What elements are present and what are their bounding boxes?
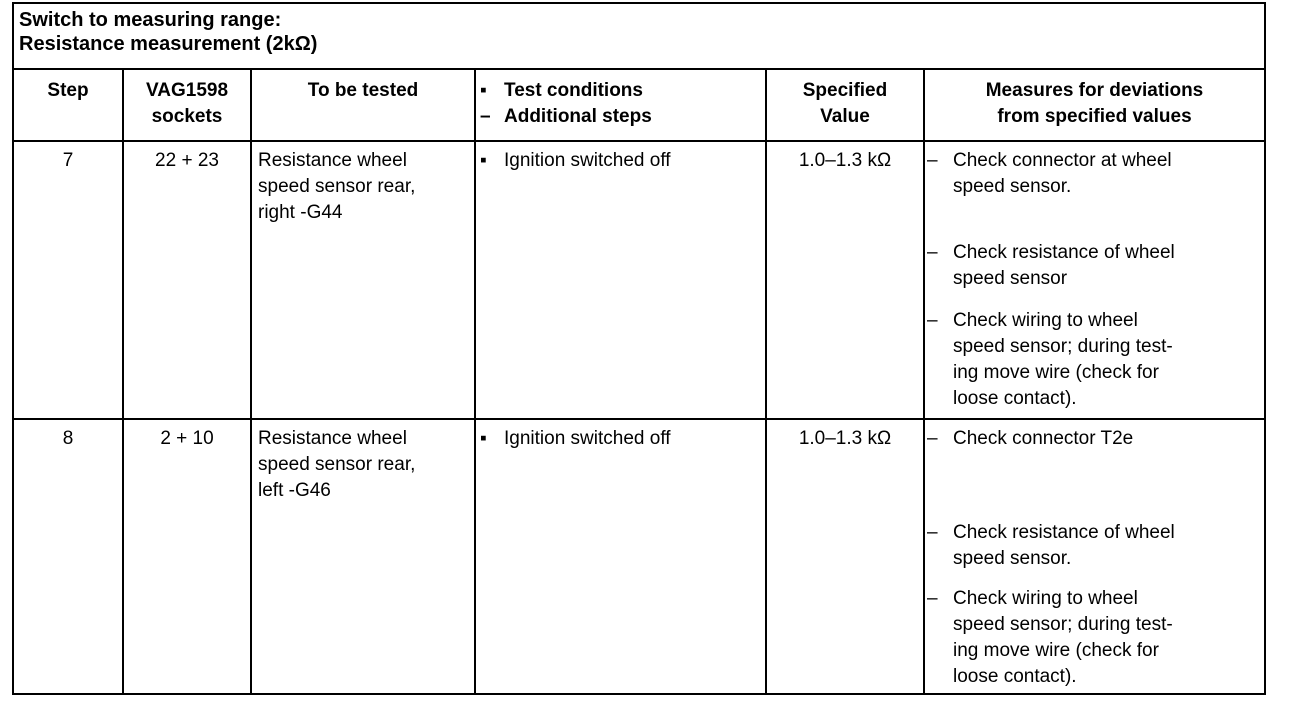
bullet-marker: ▪ (480, 428, 487, 449)
row-2-specified-value: 1.0–1.3 kΩ (798, 428, 892, 449)
row-1-sockets: 22 + 23 (155, 150, 219, 171)
header-specified-value: Specified Value (802, 80, 888, 127)
column-divider (250, 70, 252, 693)
row-1-condition: ▪ Ignition switched off (476, 148, 765, 174)
row-2-to-be-tested: Resistance wheel speed sensor rear, left -G46 (258, 428, 416, 501)
measure-item: – Check wiring to wheel speed sensor; during test- ing move wire (check for loose contact). (927, 588, 1173, 687)
header-step: Step (47, 80, 89, 101)
header-sockets: VAG1598 sockets (145, 80, 229, 127)
row-1-to-be-tested: Resistance wheel speed sensor rear, right -G44 (258, 150, 416, 223)
row-1-specified-value: 1.0–1.3 kΩ (798, 150, 892, 171)
row-1-measures (925, 140, 1264, 418)
header-test-conditions: ▪ Test conditions – Additional steps (476, 78, 765, 130)
table-title (14, 4, 1264, 70)
row-1-step: 7 (62, 150, 74, 171)
bullet-marker: ▪ (480, 80, 487, 101)
row-2-step: 8 (62, 428, 74, 449)
bullet-marker: ▪ (480, 150, 487, 171)
title-line-2: Resistance measurement (2kΩ) (19, 33, 318, 55)
row-2-measures (925, 418, 1264, 694)
test-table (12, 2, 1266, 695)
header-to-be-tested: To be tested (307, 80, 419, 101)
measure-item: – Check wiring to wheel speed sensor; during test- ing move wire (check for loose contact). (927, 310, 1173, 409)
measure-item: – Check connector at wheel speed sensor. (927, 150, 1172, 197)
dash-marker: – (480, 106, 491, 127)
measure-item: – Check resistance of wheel speed sensor. (927, 522, 1175, 569)
header-measures: Measures for deviations from specified values (985, 80, 1204, 127)
row-2-sockets: 2 + 10 (160, 428, 214, 449)
title-line-1: Switch to measuring range: (19, 9, 282, 31)
measure-item: – Check connector T2e (927, 428, 1134, 449)
measure-item: – Check resistance of wheel speed sensor (927, 242, 1175, 289)
row-2-condition: ▪ Ignition switched off (476, 426, 765, 452)
